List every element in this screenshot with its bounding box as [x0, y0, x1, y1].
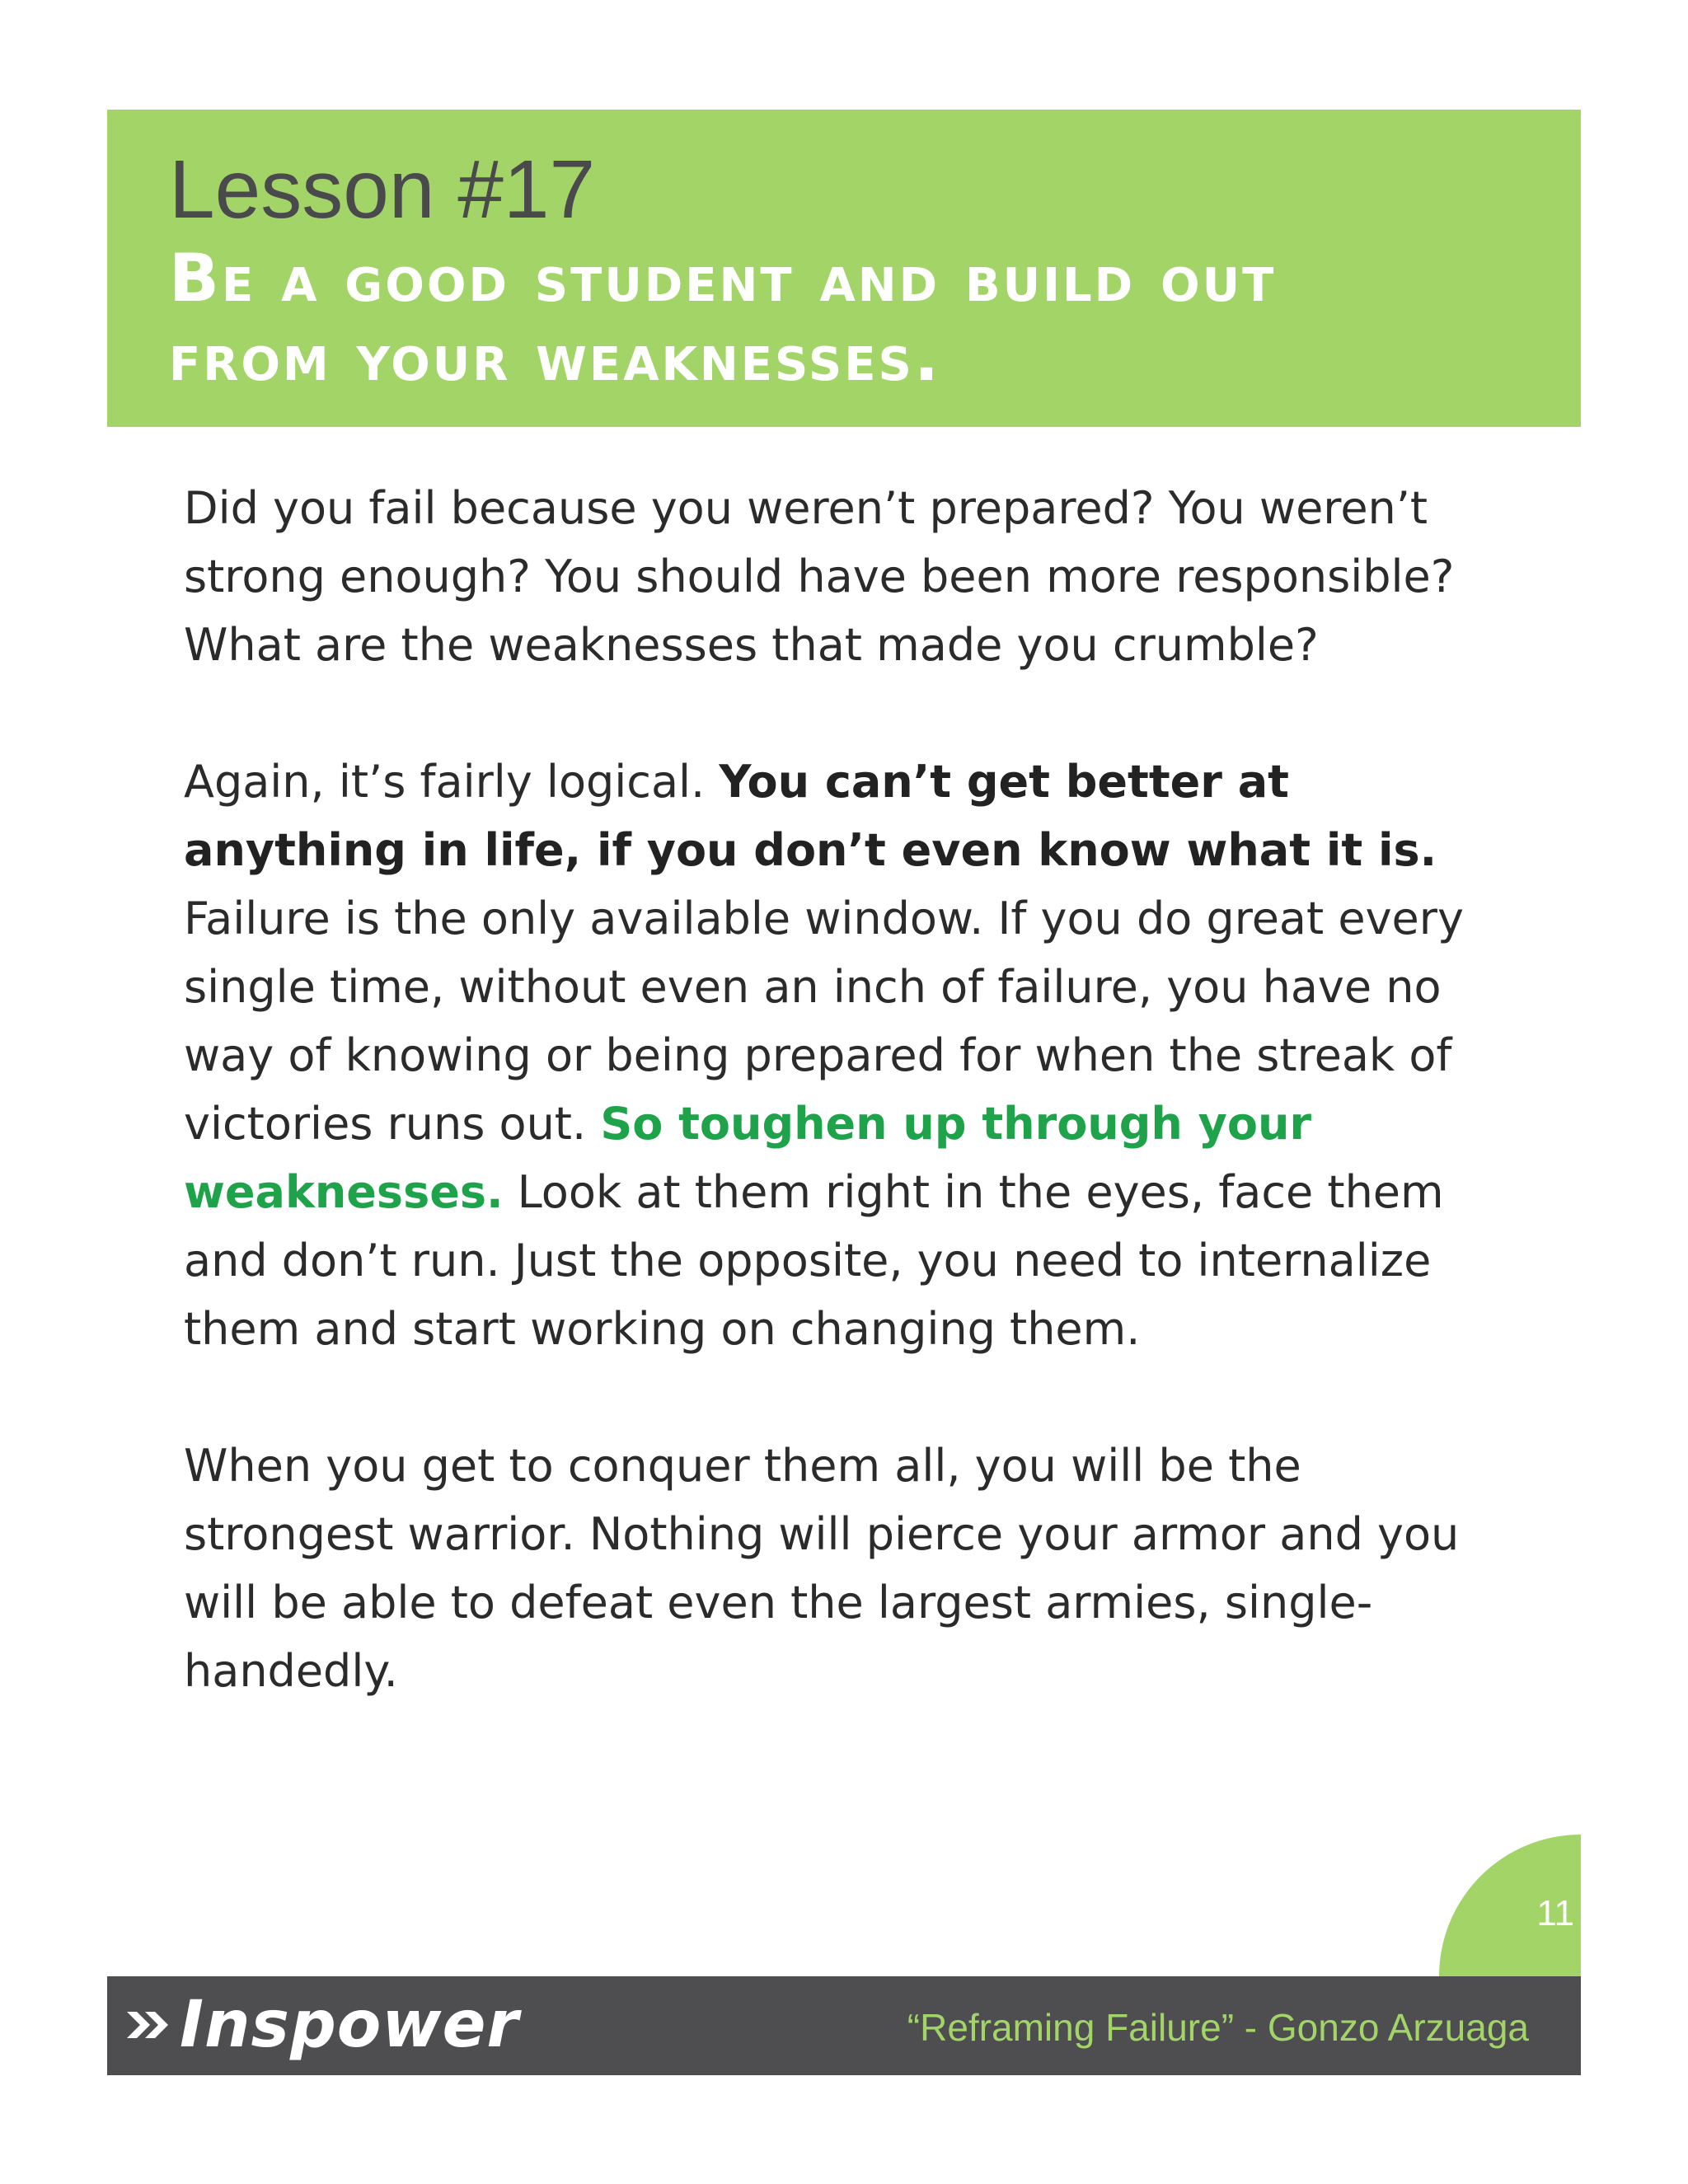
body-paragraph-2: [184, 748, 1519, 1363]
lesson-body: [184, 474, 1519, 1705]
body-paragraph-1: Did you fail because you weren’t prepared? You weren’t strong enough? You should have been more responsible? What are the weaknesses that made you crumble?: [184, 482, 1455, 671]
footer-credit: “Reframing Failure” - Gonzo Arzuaga: [907, 2006, 1529, 2049]
page-number: 11: [1536, 1893, 1574, 1933]
paragraph-2-bold-statement: You can’t get better at anything in life, if you don’t even know what it is.: [184, 756, 1437, 876]
paragraph-2-middle: Failure is the only available window. If you do great every single time, without even an inch of failure, you have no way of knowing or being prepared for when the streak of victories runs out.: [184, 893, 1464, 1150]
inspower-logo: [125, 1984, 519, 2066]
paragraph-2-green-highlight: So toughen up through your weaknesses.: [184, 1098, 1312, 1218]
double-chevron-right-icon: [125, 2008, 175, 2041]
logo-wordmark: Inspower: [180, 1988, 519, 2062]
body-paragraph-3: When you get to conquer them all, you will be the strongest warrior. Nothing will pierce your armor and you will be able to defeat even the largest armies, single-handedly.: [184, 1440, 1460, 1697]
paragraph-2-lead: Again, it’s fairly logical.: [184, 756, 720, 808]
paragraph-2-tail: Look at them right in the eyes, face them and don’t run. Just the opposite, you need to internalize them and start working on changing them.: [184, 1166, 1444, 1355]
lesson-title: Be a good student and build out from your weaknesses.: [169, 240, 1277, 396]
lesson-number: Lesson #17: [169, 143, 596, 236]
